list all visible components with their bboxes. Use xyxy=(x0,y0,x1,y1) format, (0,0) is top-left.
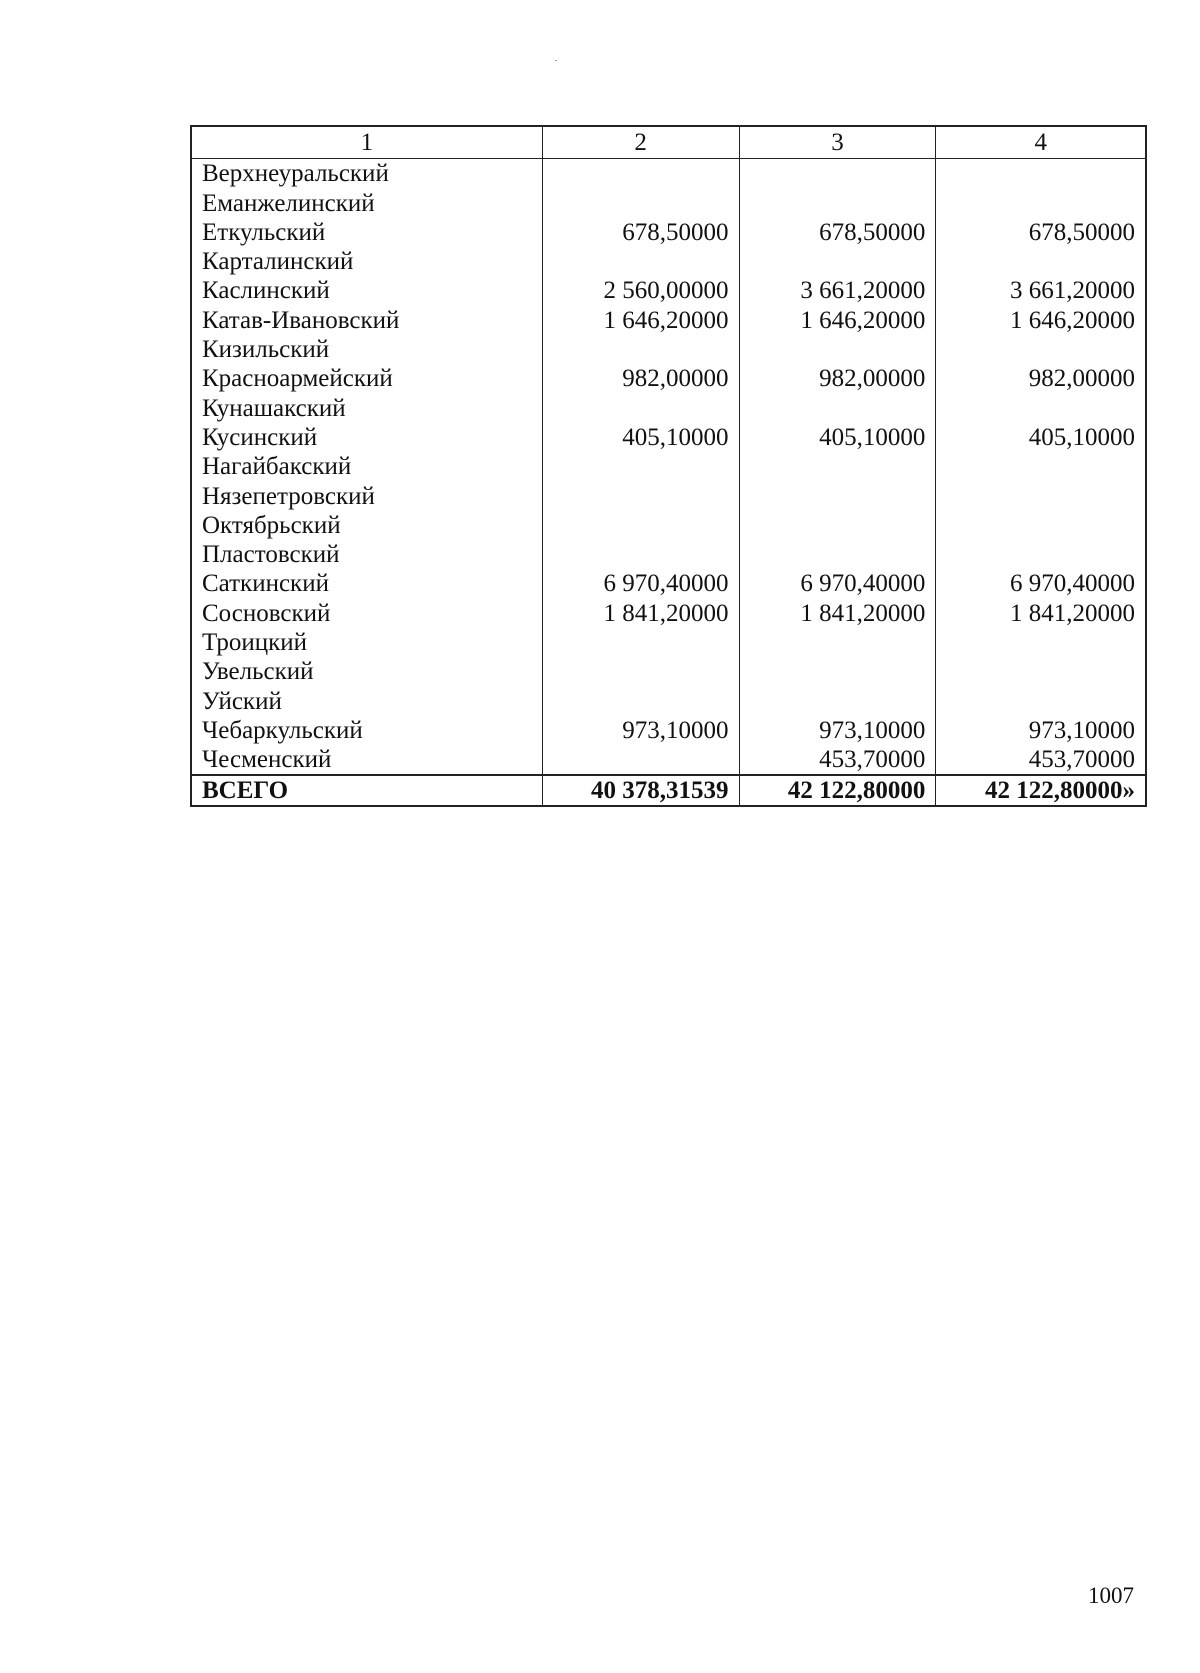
value-col-2 xyxy=(542,657,739,686)
district-name: Верхнеуральский xyxy=(191,159,542,189)
value-col-3 xyxy=(739,247,936,276)
district-name: Еманжелинский xyxy=(191,188,542,217)
table-row xyxy=(191,188,1146,217)
district-name: Чесменский xyxy=(191,745,542,775)
value-col-4: 3 661,20000 xyxy=(936,276,1146,305)
total-col-2: 40 378,31539 xyxy=(542,775,739,806)
value-col-3: 3 661,20000 xyxy=(739,276,936,305)
value-col-2 xyxy=(542,686,739,715)
value-col-2 xyxy=(542,393,739,422)
table-row xyxy=(191,481,1146,510)
table-header-row xyxy=(191,126,1146,159)
value-col-4 xyxy=(936,393,1146,422)
value-col-4 xyxy=(936,452,1146,481)
table-row xyxy=(191,364,1146,393)
district-name: Чебаркульский xyxy=(191,716,542,745)
table-row xyxy=(191,540,1146,569)
value-col-3: 678,50000 xyxy=(739,218,936,247)
value-col-3 xyxy=(739,452,936,481)
table-body xyxy=(191,159,1146,776)
table-row xyxy=(191,628,1146,657)
district-name: Уйский xyxy=(191,686,542,715)
value-col-3 xyxy=(739,188,936,217)
table-row xyxy=(191,657,1146,686)
value-col-2 xyxy=(542,188,739,217)
district-name: Красноармейский xyxy=(191,364,542,393)
column-header-4: 4 xyxy=(936,126,1146,159)
value-col-2 xyxy=(542,481,739,510)
value-col-3 xyxy=(739,511,936,540)
value-col-3: 6 970,40000 xyxy=(739,569,936,598)
district-name: Сосновский xyxy=(191,598,542,627)
value-col-3 xyxy=(739,540,936,569)
value-col-4 xyxy=(936,247,1146,276)
value-col-4 xyxy=(936,481,1146,510)
value-col-2: 1 646,20000 xyxy=(542,305,739,334)
total-label: ВСЕГО xyxy=(191,775,542,806)
table-row xyxy=(191,686,1146,715)
value-col-4 xyxy=(936,686,1146,715)
value-col-3: 405,10000 xyxy=(739,423,936,452)
value-col-2 xyxy=(542,335,739,364)
value-col-2 xyxy=(542,452,739,481)
district-name: Октябрьский xyxy=(191,511,542,540)
column-header-2: 2 xyxy=(542,126,739,159)
value-col-3: 1 841,20000 xyxy=(739,598,936,627)
value-col-3: 1 646,20000 xyxy=(739,305,936,334)
value-col-4: 982,00000 xyxy=(936,364,1146,393)
value-col-3: 982,00000 xyxy=(739,364,936,393)
value-col-3 xyxy=(739,335,936,364)
table-row xyxy=(191,305,1146,334)
scan-dot-mark xyxy=(555,60,557,61)
value-col-3 xyxy=(739,686,936,715)
value-col-4: 453,70000 xyxy=(936,745,1146,775)
value-col-2: 678,50000 xyxy=(542,218,739,247)
district-name: Кизильский xyxy=(191,335,542,364)
table-row xyxy=(191,335,1146,364)
district-name: Увельский xyxy=(191,657,542,686)
value-col-4: 405,10000 xyxy=(936,423,1146,452)
value-col-4: 1 841,20000 xyxy=(936,598,1146,627)
district-name: Кусинский xyxy=(191,423,542,452)
column-header-1: 1 xyxy=(191,126,542,159)
table-row xyxy=(191,745,1146,775)
value-col-2 xyxy=(542,511,739,540)
table-row xyxy=(191,716,1146,745)
table-row xyxy=(191,569,1146,598)
total-col-3: 42 122,80000 xyxy=(739,775,936,806)
total-col-4: 42 122,80000» xyxy=(936,775,1146,806)
table-row xyxy=(191,598,1146,627)
table-row xyxy=(191,247,1146,276)
value-col-3 xyxy=(739,481,936,510)
value-col-4 xyxy=(936,657,1146,686)
district-name: Саткинский xyxy=(191,569,542,598)
value-col-2: 6 970,40000 xyxy=(542,569,739,598)
district-name: Карталинский xyxy=(191,247,542,276)
district-name: Катав-Ивановский xyxy=(191,305,542,334)
value-col-3: 973,10000 xyxy=(739,716,936,745)
value-col-3 xyxy=(739,628,936,657)
district-name: Каслинский xyxy=(191,276,542,305)
budget-table xyxy=(190,125,1147,807)
value-col-4 xyxy=(936,335,1146,364)
total-row xyxy=(191,775,1146,806)
column-header-3: 3 xyxy=(739,126,936,159)
value-col-2: 982,00000 xyxy=(542,364,739,393)
value-col-2: 1 841,20000 xyxy=(542,598,739,627)
value-col-2: 973,10000 xyxy=(542,716,739,745)
table-row xyxy=(191,393,1146,422)
table-row xyxy=(191,159,1146,189)
district-name: Пластовский xyxy=(191,540,542,569)
value-col-4 xyxy=(936,159,1146,189)
value-col-3 xyxy=(739,393,936,422)
value-col-4: 1 646,20000 xyxy=(936,305,1146,334)
value-col-2: 405,10000 xyxy=(542,423,739,452)
value-col-3: 453,70000 xyxy=(739,745,936,775)
page-number: 1007 xyxy=(1088,1583,1134,1608)
value-col-3 xyxy=(739,159,936,189)
value-col-2 xyxy=(542,540,739,569)
value-col-4 xyxy=(936,188,1146,217)
value-col-4: 678,50000 xyxy=(936,218,1146,247)
value-col-4: 6 970,40000 xyxy=(936,569,1146,598)
value-col-2 xyxy=(542,247,739,276)
value-col-3 xyxy=(739,657,936,686)
district-name: Нагайбакский xyxy=(191,452,542,481)
district-name: Еткульский xyxy=(191,218,542,247)
value-col-2 xyxy=(542,159,739,189)
table-row xyxy=(191,423,1146,452)
value-col-2: 2 560,00000 xyxy=(542,276,739,305)
value-col-2 xyxy=(542,745,739,775)
table-row xyxy=(191,218,1146,247)
value-col-4 xyxy=(936,540,1146,569)
table-row xyxy=(191,511,1146,540)
value-col-2 xyxy=(542,628,739,657)
value-col-4 xyxy=(936,628,1146,657)
table-row xyxy=(191,276,1146,305)
table-row xyxy=(191,452,1146,481)
district-name: Троицкий xyxy=(191,628,542,657)
district-name: Нязепетровский xyxy=(191,481,542,510)
district-name: Кунашакский xyxy=(191,393,542,422)
value-col-4: 973,10000 xyxy=(936,716,1146,745)
value-col-4 xyxy=(936,511,1146,540)
